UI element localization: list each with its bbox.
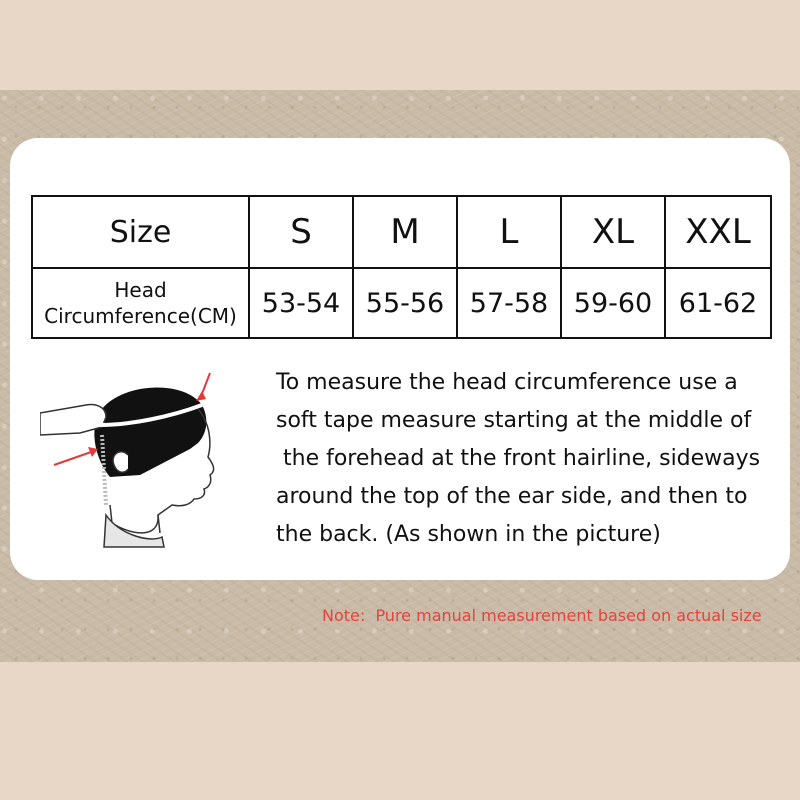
size-l: L — [457, 196, 561, 268]
circumference-label — [32, 268, 249, 338]
size-s: S — [249, 196, 353, 268]
measurement-instructions — [276, 364, 786, 554]
circumference-label-line2: Circumference(CM) — [44, 304, 237, 328]
instruction-line-2: soft tape measure starting at the middle of — [276, 408, 752, 433]
top-band — [0, 0, 800, 90]
size-chart-table — [31, 195, 772, 339]
circumference-xl: 59-60 — [561, 268, 665, 338]
instruction-line-5: the back. (As shown in the picture) — [276, 522, 661, 547]
instruction-line-3: the forehead at the front hairline, sideways — [276, 446, 761, 471]
arrow-forehead-head — [196, 391, 206, 401]
size-m: M — [353, 196, 457, 268]
size-header-label: Size — [32, 196, 249, 268]
size-xxl: XXL — [665, 196, 771, 268]
circumference-xxl: 61-62 — [665, 268, 771, 338]
circumference-l: 57-58 — [457, 268, 561, 338]
measurement-note: Note: Pure manual measurement based on actual size — [322, 606, 762, 625]
circumference-s: 53-54 — [249, 268, 353, 338]
arrow-back — [54, 451, 94, 465]
circumference-label-line1: Head — [114, 278, 167, 302]
instruction-line-4: around the top of the ear side, and then to — [276, 484, 748, 509]
hair-shape — [94, 388, 206, 477]
size-header-row — [32, 196, 771, 268]
head-measurement-illustration — [40, 365, 230, 555]
circumference-m: 55-56 — [353, 268, 457, 338]
instruction-line-1: To measure the head circumference use a — [276, 370, 738, 395]
shirt-collar — [104, 515, 164, 547]
bottom-band — [0, 662, 800, 800]
circumference-row — [32, 268, 771, 338]
size-xl: XL — [561, 196, 665, 268]
